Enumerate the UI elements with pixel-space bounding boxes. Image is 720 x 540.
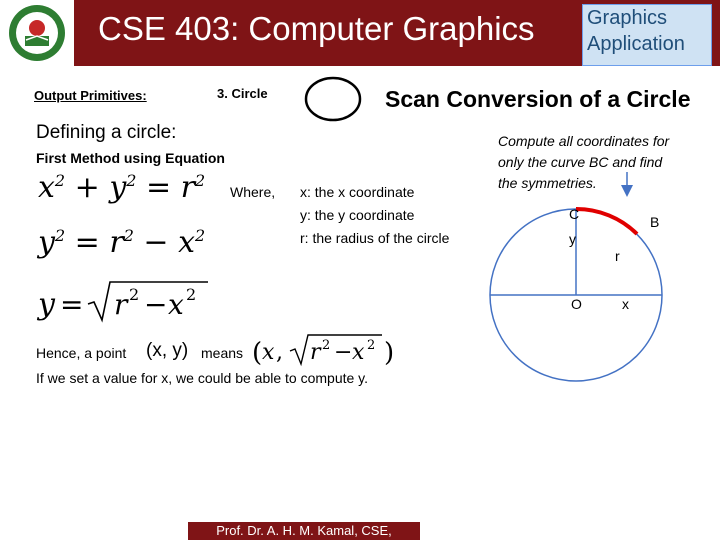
svg-text:2: 2 bbox=[367, 338, 376, 353]
svg-text:r: r bbox=[310, 340, 321, 365]
box-line-1: Graphics bbox=[587, 7, 668, 29]
where-label: Where, bbox=[230, 184, 276, 200]
svg-text:2: 2 bbox=[129, 285, 140, 304]
svg-text:y: y bbox=[38, 287, 55, 322]
svg-text:−: − bbox=[144, 288, 168, 321]
section-number: 3. Circle bbox=[217, 86, 268, 101]
svg-text:x: x bbox=[168, 288, 184, 321]
svg-text:,: , bbox=[276, 340, 283, 365]
where-r: r: the radius of the circle bbox=[300, 230, 450, 246]
equation-y-sqrt bbox=[36, 276, 216, 326]
label-c: C bbox=[569, 206, 580, 222]
circle-diagram bbox=[465, 168, 700, 388]
page-heading: Scan Conversion of a Circle bbox=[385, 86, 691, 112]
compute-line-2: only the curve BC and find bbox=[498, 154, 663, 170]
defining-heading: Defining a circle: bbox=[36, 122, 177, 143]
label-o: O bbox=[571, 296, 582, 312]
svg-text:x: x bbox=[352, 340, 365, 365]
label-b: B bbox=[650, 214, 660, 230]
label-r: r bbox=[615, 248, 620, 264]
svg-text:x: x bbox=[262, 340, 275, 365]
footer-author: Prof. Dr. A. H. M. Kamal, CSE, bbox=[188, 522, 420, 540]
equation-circle: $x^2 + y^2 = r^2$ bbox=[38, 170, 206, 205]
equation-y-squared: $y^2 = r^2 - x^2$ bbox=[38, 225, 206, 260]
curve-bc bbox=[576, 209, 637, 234]
title-bar bbox=[0, 0, 720, 66]
compute-y-sentence: If we set a value for x, we could be able to compute y. bbox=[36, 370, 369, 386]
circle-icon bbox=[303, 76, 363, 122]
label-y: y bbox=[569, 231, 576, 247]
hence-suffix: means bbox=[201, 345, 244, 361]
where-y: y: the y coordinate bbox=[300, 207, 415, 223]
svg-text:−: − bbox=[334, 340, 353, 365]
where-x: x: the x coordinate bbox=[300, 184, 415, 200]
university-logo bbox=[0, 0, 74, 66]
svg-text:2: 2 bbox=[322, 338, 331, 353]
graphics-application-box bbox=[582, 4, 712, 66]
svg-text:=: = bbox=[60, 288, 84, 321]
label-x: x bbox=[622, 296, 629, 312]
hence-prefix: Hence, a point bbox=[36, 345, 127, 361]
svg-text:r: r bbox=[114, 288, 128, 321]
slide-title: CSE 403: Computer Graphics bbox=[98, 10, 535, 47]
section-label: Output Primitives: bbox=[34, 88, 147, 103]
svg-text:(: ( bbox=[252, 338, 263, 368]
svg-text:2: 2 bbox=[186, 285, 197, 304]
svg-text:): ) bbox=[384, 338, 395, 368]
box-line-2: Application bbox=[587, 33, 685, 55]
compute-line-1: Compute all coordinates for bbox=[498, 133, 670, 149]
logo-emblem-icon bbox=[0, 0, 74, 66]
compute-line-3: the symmetries. bbox=[498, 175, 597, 191]
method-label: First Method using Equation bbox=[36, 150, 225, 166]
hence-point: (x, y) bbox=[146, 340, 189, 361]
point-expression bbox=[250, 331, 400, 369]
